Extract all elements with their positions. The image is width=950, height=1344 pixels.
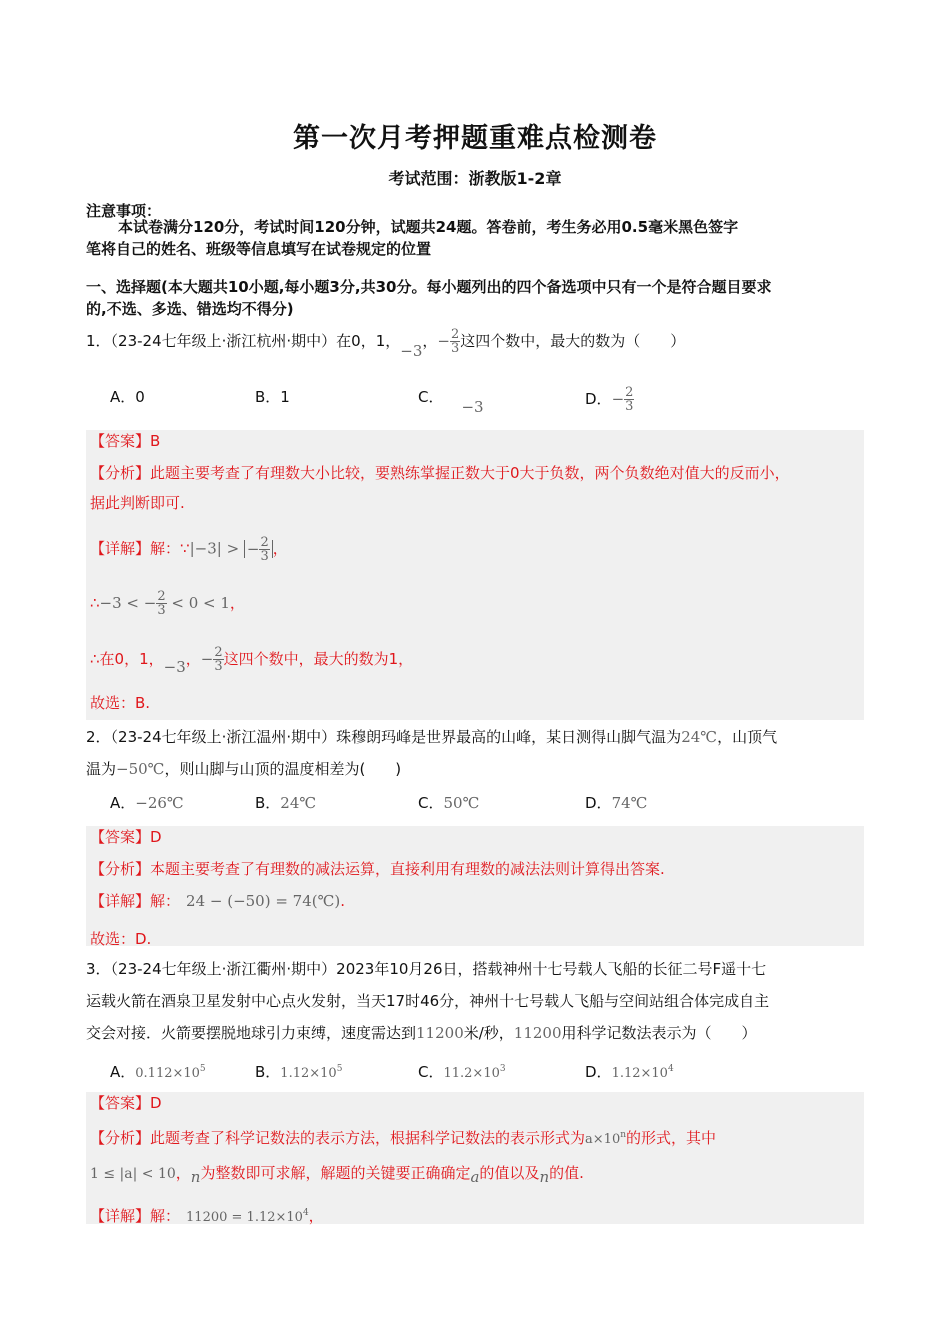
question-text: ， xyxy=(422,332,438,350)
math-inequality: < 0 < 1 xyxy=(166,594,230,612)
option-exponent: 5 xyxy=(199,1064,206,1074)
option-d xyxy=(585,792,647,814)
option-label: B． xyxy=(255,794,281,812)
option-label: A． xyxy=(110,794,136,812)
option-a xyxy=(110,1058,206,1085)
option-value: 0.112×10 xyxy=(135,1066,200,1081)
math-sci-form: a×10 xyxy=(585,1132,621,1147)
detail-text: 这四个数中，最大的数为1， xyxy=(223,650,414,668)
question-text: 米/秒， xyxy=(463,1024,514,1042)
question-text: 这四个数中，最大的数为（ ） xyxy=(460,332,686,350)
analysis-text: 此题主要考查了有理数大小比较，要熟练掌握正数大于0大于负数，两个负数绝对值大的反而小， xyxy=(150,464,790,482)
q2-answer: 【答案】D xyxy=(90,828,162,846)
math-variable: a xyxy=(470,1168,480,1186)
page-title: 第一次月考押题重难点检测卷 xyxy=(293,123,657,154)
math-number: 11200 xyxy=(513,1024,562,1042)
therefore-symbol: ∴ xyxy=(90,594,100,612)
option-label: C． xyxy=(418,388,444,406)
math-range: 1 ≤ |a| < 10 xyxy=(90,1166,176,1182)
option-label: B． xyxy=(255,388,281,406)
question-text: ，山顶气 xyxy=(717,728,778,746)
question-source: （23-24七年级上·浙江杭州·期中） xyxy=(110,332,337,350)
question-text: 温为 xyxy=(86,760,117,778)
notice-heading: 注意事项： xyxy=(86,202,162,220)
question-text: 2023年10月26日，搭载神州十七号载人飞船的长征二号F遥十七 xyxy=(336,960,767,978)
math-neg-three: −3 xyxy=(400,342,423,360)
math-number: 11200 xyxy=(416,1024,464,1042)
option-label: C． xyxy=(418,1063,444,1081)
analysis-tag: 【分析】 xyxy=(90,1129,151,1147)
analysis-text: 此题考查了科学记数法的表示方法，根据科学记数法的表示形式为 xyxy=(150,1129,586,1147)
question-number: 1． xyxy=(86,332,111,350)
option-b xyxy=(255,1058,342,1085)
since-symbol: ∵ xyxy=(180,539,190,558)
fraction-denominator: 3 xyxy=(625,399,634,414)
q1-choose: 故选：B. xyxy=(90,694,151,712)
option-value: 50℃ xyxy=(443,794,480,812)
detail-tag: 【详解】 xyxy=(90,1207,151,1225)
analysis-text: 的值以及 xyxy=(479,1164,540,1182)
math-variable: n xyxy=(539,1168,550,1186)
option-label: A． xyxy=(110,1063,136,1081)
analysis-text: 为整数即可求解，解题的关键要正确确定 xyxy=(200,1164,471,1182)
option-d xyxy=(585,386,634,413)
option-value: 24℃ xyxy=(280,794,317,812)
q2-solution-box xyxy=(86,826,864,946)
q3-analysis-line-2 xyxy=(90,1162,584,1185)
analysis-tag: 【分析】 xyxy=(90,464,151,482)
option-a xyxy=(110,386,145,408)
fraction-denominator: 3 xyxy=(450,341,460,356)
q2-detail xyxy=(90,890,345,912)
option-value: 1.12×10 xyxy=(611,1066,668,1081)
question-1-stem xyxy=(86,327,686,360)
detail-text: ， xyxy=(272,539,288,558)
math-fraction xyxy=(213,646,223,673)
math-exponent: 4 xyxy=(302,1208,309,1218)
exam-scope: 考试范围：浙教版1-2章 xyxy=(388,169,562,188)
math-abs-fraction xyxy=(244,535,273,564)
detail-text: 解： xyxy=(150,1207,181,1225)
option-value: 0 xyxy=(135,388,145,406)
detail-tag: 【详解】 xyxy=(90,892,151,910)
analysis-text: 本题主要考查了有理数的减法运算，直接利用有理数的减法法则计算得出答案. xyxy=(150,860,665,878)
option-exponent: 4 xyxy=(667,1064,674,1074)
math-minus: − xyxy=(246,539,260,558)
math-temperature: 24℃ xyxy=(681,728,718,746)
option-b xyxy=(255,386,290,408)
math-inequality: −3 < − xyxy=(99,594,157,612)
question-text: ，则山脚与山顶的温度相差为( ) xyxy=(164,760,402,778)
math-minus: − xyxy=(437,332,450,350)
option-a xyxy=(110,792,184,814)
q1-answer: 【答案】B xyxy=(90,432,161,450)
q1-detail-line-3 xyxy=(90,645,414,676)
option-b xyxy=(255,792,316,814)
fraction-numerator: 2 xyxy=(450,327,460,342)
fraction-denominator: 3 xyxy=(214,659,223,674)
question-3-stem-line-1 xyxy=(86,958,766,980)
detail-text: ∴在0，1， xyxy=(90,650,164,668)
option-label: D． xyxy=(585,794,612,812)
option-value: 74℃ xyxy=(611,794,648,812)
option-label: D． xyxy=(585,1063,612,1081)
fraction-denominator: 3 xyxy=(157,603,166,618)
q1-analysis-line-2: 据此判断即可. xyxy=(90,494,185,512)
fraction-denominator: 3 xyxy=(260,549,269,564)
question-text: 交会对接．火箭要摆脱地球引力束缚，速度需达到 xyxy=(86,1024,417,1042)
math-fraction xyxy=(156,590,166,617)
question-source: （23-24七年级上·浙江衢州·期中） xyxy=(110,960,337,978)
option-label: D． xyxy=(585,390,612,408)
math-minus: − xyxy=(200,650,214,668)
option-label: B． xyxy=(255,1063,281,1081)
question-source: （23-24七年级上·浙江温州·期中） xyxy=(110,728,337,746)
fraction-numerator: 2 xyxy=(214,645,223,660)
section-heading-line-2: 的,不选、多选、错选均不得分) xyxy=(86,300,294,318)
option-c xyxy=(418,792,479,814)
q3-detail xyxy=(90,1202,324,1229)
option-value: −26℃ xyxy=(135,794,184,812)
question-3-stem-line-3 xyxy=(86,1022,757,1044)
question-number: 3． xyxy=(86,960,111,978)
question-text: 珠穆朗玛峰是世界最高的山峰，某日测得山脚气温为 xyxy=(336,728,682,746)
detail-text: . xyxy=(340,892,346,910)
detail-text: ， xyxy=(229,594,245,612)
question-2-stem-line-1 xyxy=(86,726,777,748)
q3-answer: 【答案】D xyxy=(90,1094,162,1112)
option-exponent: 5 xyxy=(336,1064,343,1074)
question-text: 在0，1， xyxy=(336,332,401,350)
detail-text: ， xyxy=(308,1207,324,1225)
q1-analysis-line-1 xyxy=(90,462,790,484)
notice-line-1: 本试卷满分120分，考试时间120分钟，试题共24题。答卷前，考生务必用0.5毫米黑色签字 xyxy=(118,218,739,236)
option-label: C． xyxy=(418,794,444,812)
option-value: −3 xyxy=(461,398,484,416)
detail-text: 解： xyxy=(150,539,181,558)
math-minus: − xyxy=(611,390,625,408)
math-fraction xyxy=(259,536,269,563)
detail-text: ， xyxy=(185,650,201,668)
math-equation: 11200 = 1.12×10 xyxy=(186,1210,303,1225)
detail-tag: 【详解】 xyxy=(90,539,151,558)
math-variable: n xyxy=(190,1168,201,1186)
analysis-tag: 【分析】 xyxy=(90,860,151,878)
question-2-stem-line-2 xyxy=(86,758,401,780)
option-exponent: 3 xyxy=(499,1064,506,1074)
q1-detail-line-2 xyxy=(90,590,245,617)
math-abs: |−3| > xyxy=(189,539,244,558)
q2-analysis xyxy=(90,858,665,880)
option-value: 1.12×10 xyxy=(280,1066,337,1081)
math-temperature: −50℃ xyxy=(116,760,165,778)
math-equation: 24 − (−50) = 74(℃) xyxy=(186,892,341,910)
question-text: 用科学记数法表示为（ ） xyxy=(561,1024,757,1042)
option-label: A． xyxy=(110,388,136,406)
option-c xyxy=(418,386,484,416)
option-c xyxy=(418,1058,506,1085)
section-heading-line-1: 一、选择题(本大题共10小题,每小题3分,共30分。每小题列出的四个备选项中只有一个是符合题目要求 xyxy=(86,278,772,296)
q2-choose: 故选：D. xyxy=(90,930,152,948)
fraction-numerator: 2 xyxy=(625,385,634,400)
math-fraction xyxy=(450,328,460,355)
math-exponent: n xyxy=(620,1130,627,1140)
analysis-text: ， xyxy=(175,1164,191,1182)
q3-analysis-line-1 xyxy=(90,1124,716,1151)
option-d xyxy=(585,1058,674,1085)
fraction-numerator: 2 xyxy=(260,535,269,550)
detail-text: 解： xyxy=(150,892,181,910)
analysis-text: 的形式，其中 xyxy=(626,1129,717,1147)
q1-detail-line-1 xyxy=(90,536,288,563)
question-3-stem-line-2: 运载火箭在酒泉卫星发射中心点火发射，当天17时46分，神州十七号载人飞船与空间站组合体完成自主 xyxy=(86,992,770,1010)
notice-line-2: 笔将自己的姓名、班级等信息填写在试卷规定的位置 xyxy=(86,240,432,258)
fraction-numerator: 2 xyxy=(157,589,166,604)
option-value: 1 xyxy=(280,388,290,406)
analysis-text: 的值. xyxy=(549,1164,584,1182)
question-number: 2． xyxy=(86,728,111,746)
math-neg-three: −3 xyxy=(163,658,186,676)
math-fraction xyxy=(624,386,634,413)
option-value: 11.2×10 xyxy=(443,1066,500,1081)
